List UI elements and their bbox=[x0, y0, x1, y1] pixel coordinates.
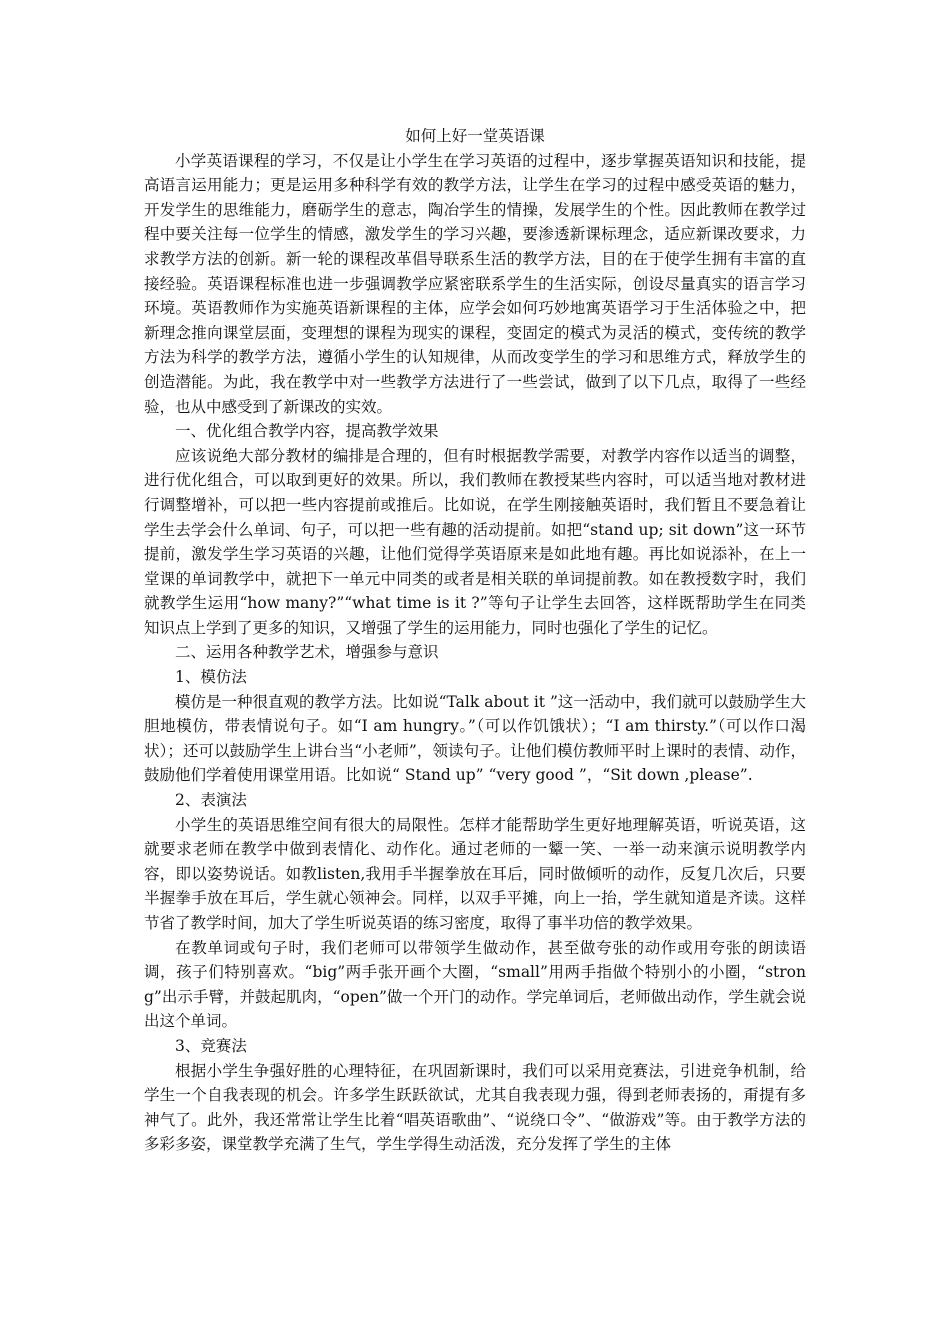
section-heading-2: 二、运用各种教学艺术，增强参与意识 bbox=[175, 643, 439, 662]
subsection-heading-imitation: 1、模仿法 bbox=[175, 668, 247, 687]
section-heading-1: 一、优化组合教学内容，提高教学效果 bbox=[175, 422, 439, 441]
paragraph-intro: 小学英语课程的学习，不仅是让小学生在学习英语的过程中，逐步掌握英语知识和技能，提高语言运用能力；更是运用多种科学有效的教学方法，让学生在学习的过程中感受英语的魅力，开发学生的思维能力，磨砺学生的意志，陶冶学生的情操，发展学生的个性。因此教师在教学过程中要关注每一位学生的情感，激发学生的学习兴趣，要渗透新课标理念，适应新课改要求，力求教学方法的创新。新一轮的课程改革倡导联系生活的教学方法，目的在于使学生拥有丰富的直接经验。英语课程标准也进一步强调教学应紧密联系学生的生活实际，创设尽量真实的语言学习环境。英语教师作为实施英语新课程的主体，应学会如何巧妙地寓英语学习于生活体验之中，把新理念推向课堂层面，变理想的课程为现实的课程，变固定的模式为灵活的模式，变传统的教学方法为科学的教学方法，遵循小学生的认知规律，从而改变学生的学习和思维方式，释放学生的创造潜能。为此，我在教学中对一些教学方法进行了一些尝试，做到了以下几点，取得了一些经验，也从中感受到了新课改的实效。 bbox=[144, 151, 806, 416]
document-page bbox=[144, 124, 806, 1157]
subsection-heading-performance: 2、表演法 bbox=[175, 791, 247, 810]
paragraph-performance-2: 在教单词或句子时，我们老师可以带领学生做动作，甚至做夸张的动作或用夸张的朗读语调，孩子们特别喜欢。“big”两手张开画个大圈，“small”用两手指做个特别小的小圈，“strong”出示手臂，并鼓起肌肉，“open”做一个开门的动作。学完单词后，老师做出动作，学生就会说出这个单词。 bbox=[144, 938, 806, 1031]
paragraph-imitation: 模仿是一种很直观的教学方法。比如说“Talk about it ”这一活动中，我们就可以鼓励学生大胆地模仿，带表情说句子。如“I am hungry。”（可以作饥饿状）；“I am thirsty.”（可以作口渴状）；还可以鼓励学生上讲台当“小老师”，领读句子。让他们模仿教师平时上课时的表情、动作，鼓励他们学着使用课堂用语。比如说“ Stand up” “very good ”，“Sit down ,please”. bbox=[144, 692, 806, 785]
paragraph-section-1: 应该说绝大部分教材的编排是合理的，但有时根据教学需要，对教学内容作以适当的调整，进行优化组合，可以取到更好的效果。所以，我们教师在教授某些内容时，可以适当地对教材进行调整增补，可以把一些内容提前或推后。比如说，在学生刚接触英语时，我们暂且不要急着让学生去学会什么单词、句子，可以把一些有趣的活动提前。如把“stand up; sit down”这一环节提前，激发学生学习英语的兴趣，让他们觉得学英语原来是如此地有趣。再比如说添补，在上一堂课的单词教学中，就把下一单元中同类的或者是相关联的单词提前教。如在教授数字时，我们就教学生运用“how many?”“what time is it ?”等句子让学生去回答，这样既帮助学生在同类知识点上学到了更多的知识，又增强了学生的运用能力，同时也强化了学生的记忆。 bbox=[144, 446, 806, 637]
paragraph-performance-1: 小学生的英语思维空间有很大的局限性。怎样才能帮助学生更好地理解英语，听说英语，这就要求老师在教学中做到表情化、动作化。通过老师的一颦一笑、一举一动来演示说明教学内容，即以姿势说话。如教listen,我用手半握拳放在耳后，同时做倾听的动作，反复几次后，只要半握拳手放在耳后，学生就心领神会。同样，以双手平摊，向上一抬，学生就知道是齐读。这样节省了教学时间，加大了学生听说英语的练习密度，取得了事半功倍的教学效果。 bbox=[144, 815, 806, 932]
paragraph-competition: 根据小学生争强好胜的心理特征，在巩固新课时，我们可以采用竞赛法，引进竞争机制，给学生一个自我表现的机会。许多学生跃跃欲试，尤其自我表现力强，得到老师表扬的，甭提有多神气了。此外，我还常常让学生比着“唱英语歌曲”、“说绕口令”、“做游戏”等。由于教学方法的多彩多姿，课堂教学充满了生气，学生学得生动活泼，充分发挥了学生的主体 bbox=[144, 1061, 806, 1154]
subsection-heading-competition: 3、竞赛法 bbox=[175, 1036, 247, 1055]
document-title: 如何上好一堂英语课 bbox=[405, 127, 545, 145]
